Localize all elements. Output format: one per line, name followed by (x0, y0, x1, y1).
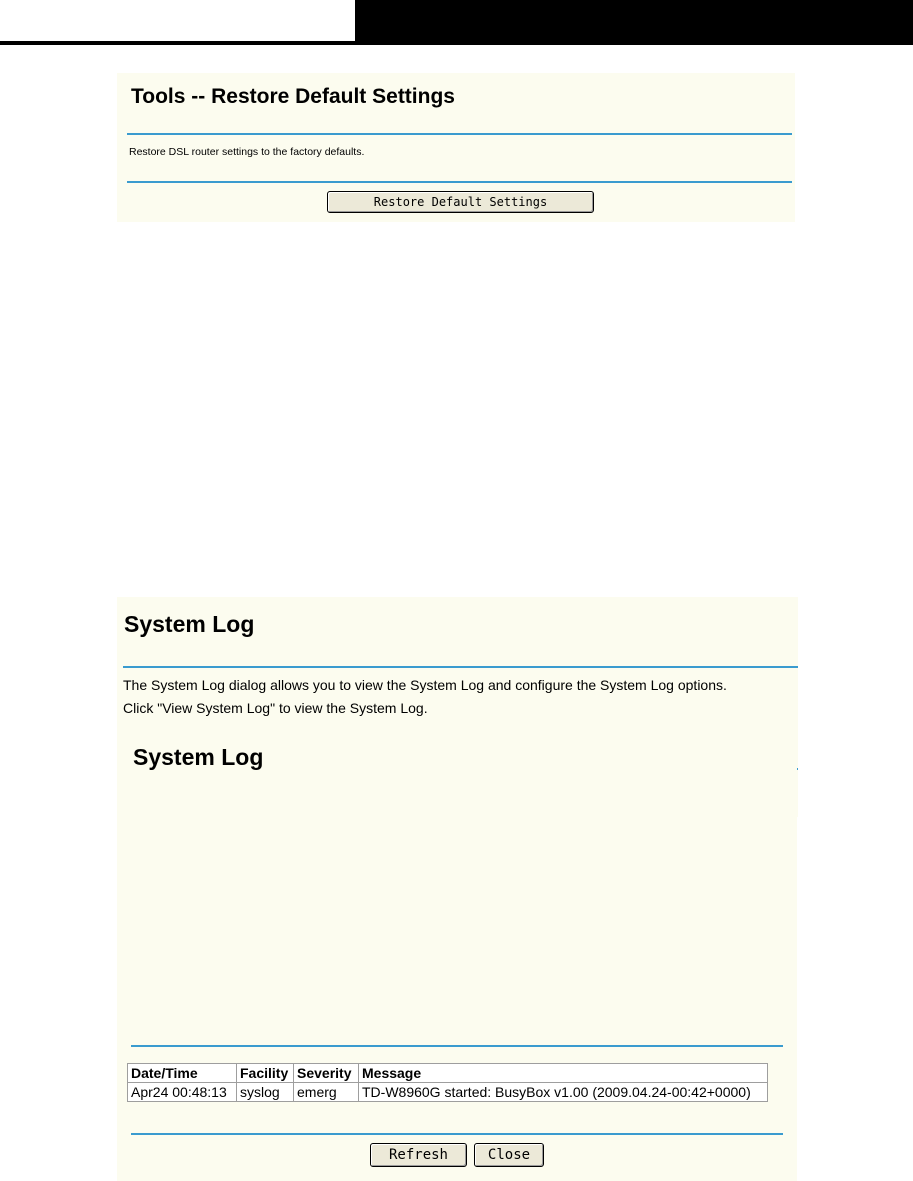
system-log-table (127, 1063, 768, 1102)
restore-defaults-panel (117, 73, 795, 222)
log-message-cell: TD-W8960G started: BusyBox v1.00 (2009.04.24-00:42+0000) (359, 1083, 768, 1102)
system-log-view-title: System Log (133, 744, 264, 770)
column-header-facility: Facility (237, 1064, 294, 1083)
restore-defaults-title: Tools -- Restore Default Settings (131, 85, 455, 108)
restore-default-settings-button[interactable]: Restore Default Settings (327, 191, 594, 213)
log-datetime-cell: Apr24 00:48:13 (128, 1083, 237, 1102)
refresh-button[interactable]: Refresh (370, 1143, 467, 1167)
log-facility-cell: syslog (237, 1083, 294, 1102)
column-header-datetime: Date/Time (128, 1064, 237, 1083)
page-header-bar (355, 0, 913, 41)
system-log-description-line: The System Log dialog allows you to view the System Log and configure the System Log options. (123, 677, 727, 693)
system-log-title: System Log (124, 611, 255, 637)
log-severity-cell: emerg (294, 1083, 359, 1102)
page-header-rule (0, 41, 913, 45)
system-log-view-panel (117, 727, 797, 1181)
divider (127, 133, 792, 135)
column-header-severity: Severity (294, 1064, 359, 1083)
system-log-description-line: Click "View System Log" to view the System Log. (123, 700, 428, 716)
close-button[interactable]: Close (474, 1143, 544, 1167)
restore-defaults-description: Restore DSL router settings to the factory defaults. (129, 146, 365, 158)
divider (131, 1133, 783, 1135)
divider (131, 1045, 783, 1047)
table-row (128, 1083, 768, 1102)
column-header-message: Message (359, 1064, 768, 1083)
divider (123, 666, 798, 668)
table-header-row (128, 1064, 768, 1083)
divider (127, 181, 792, 183)
